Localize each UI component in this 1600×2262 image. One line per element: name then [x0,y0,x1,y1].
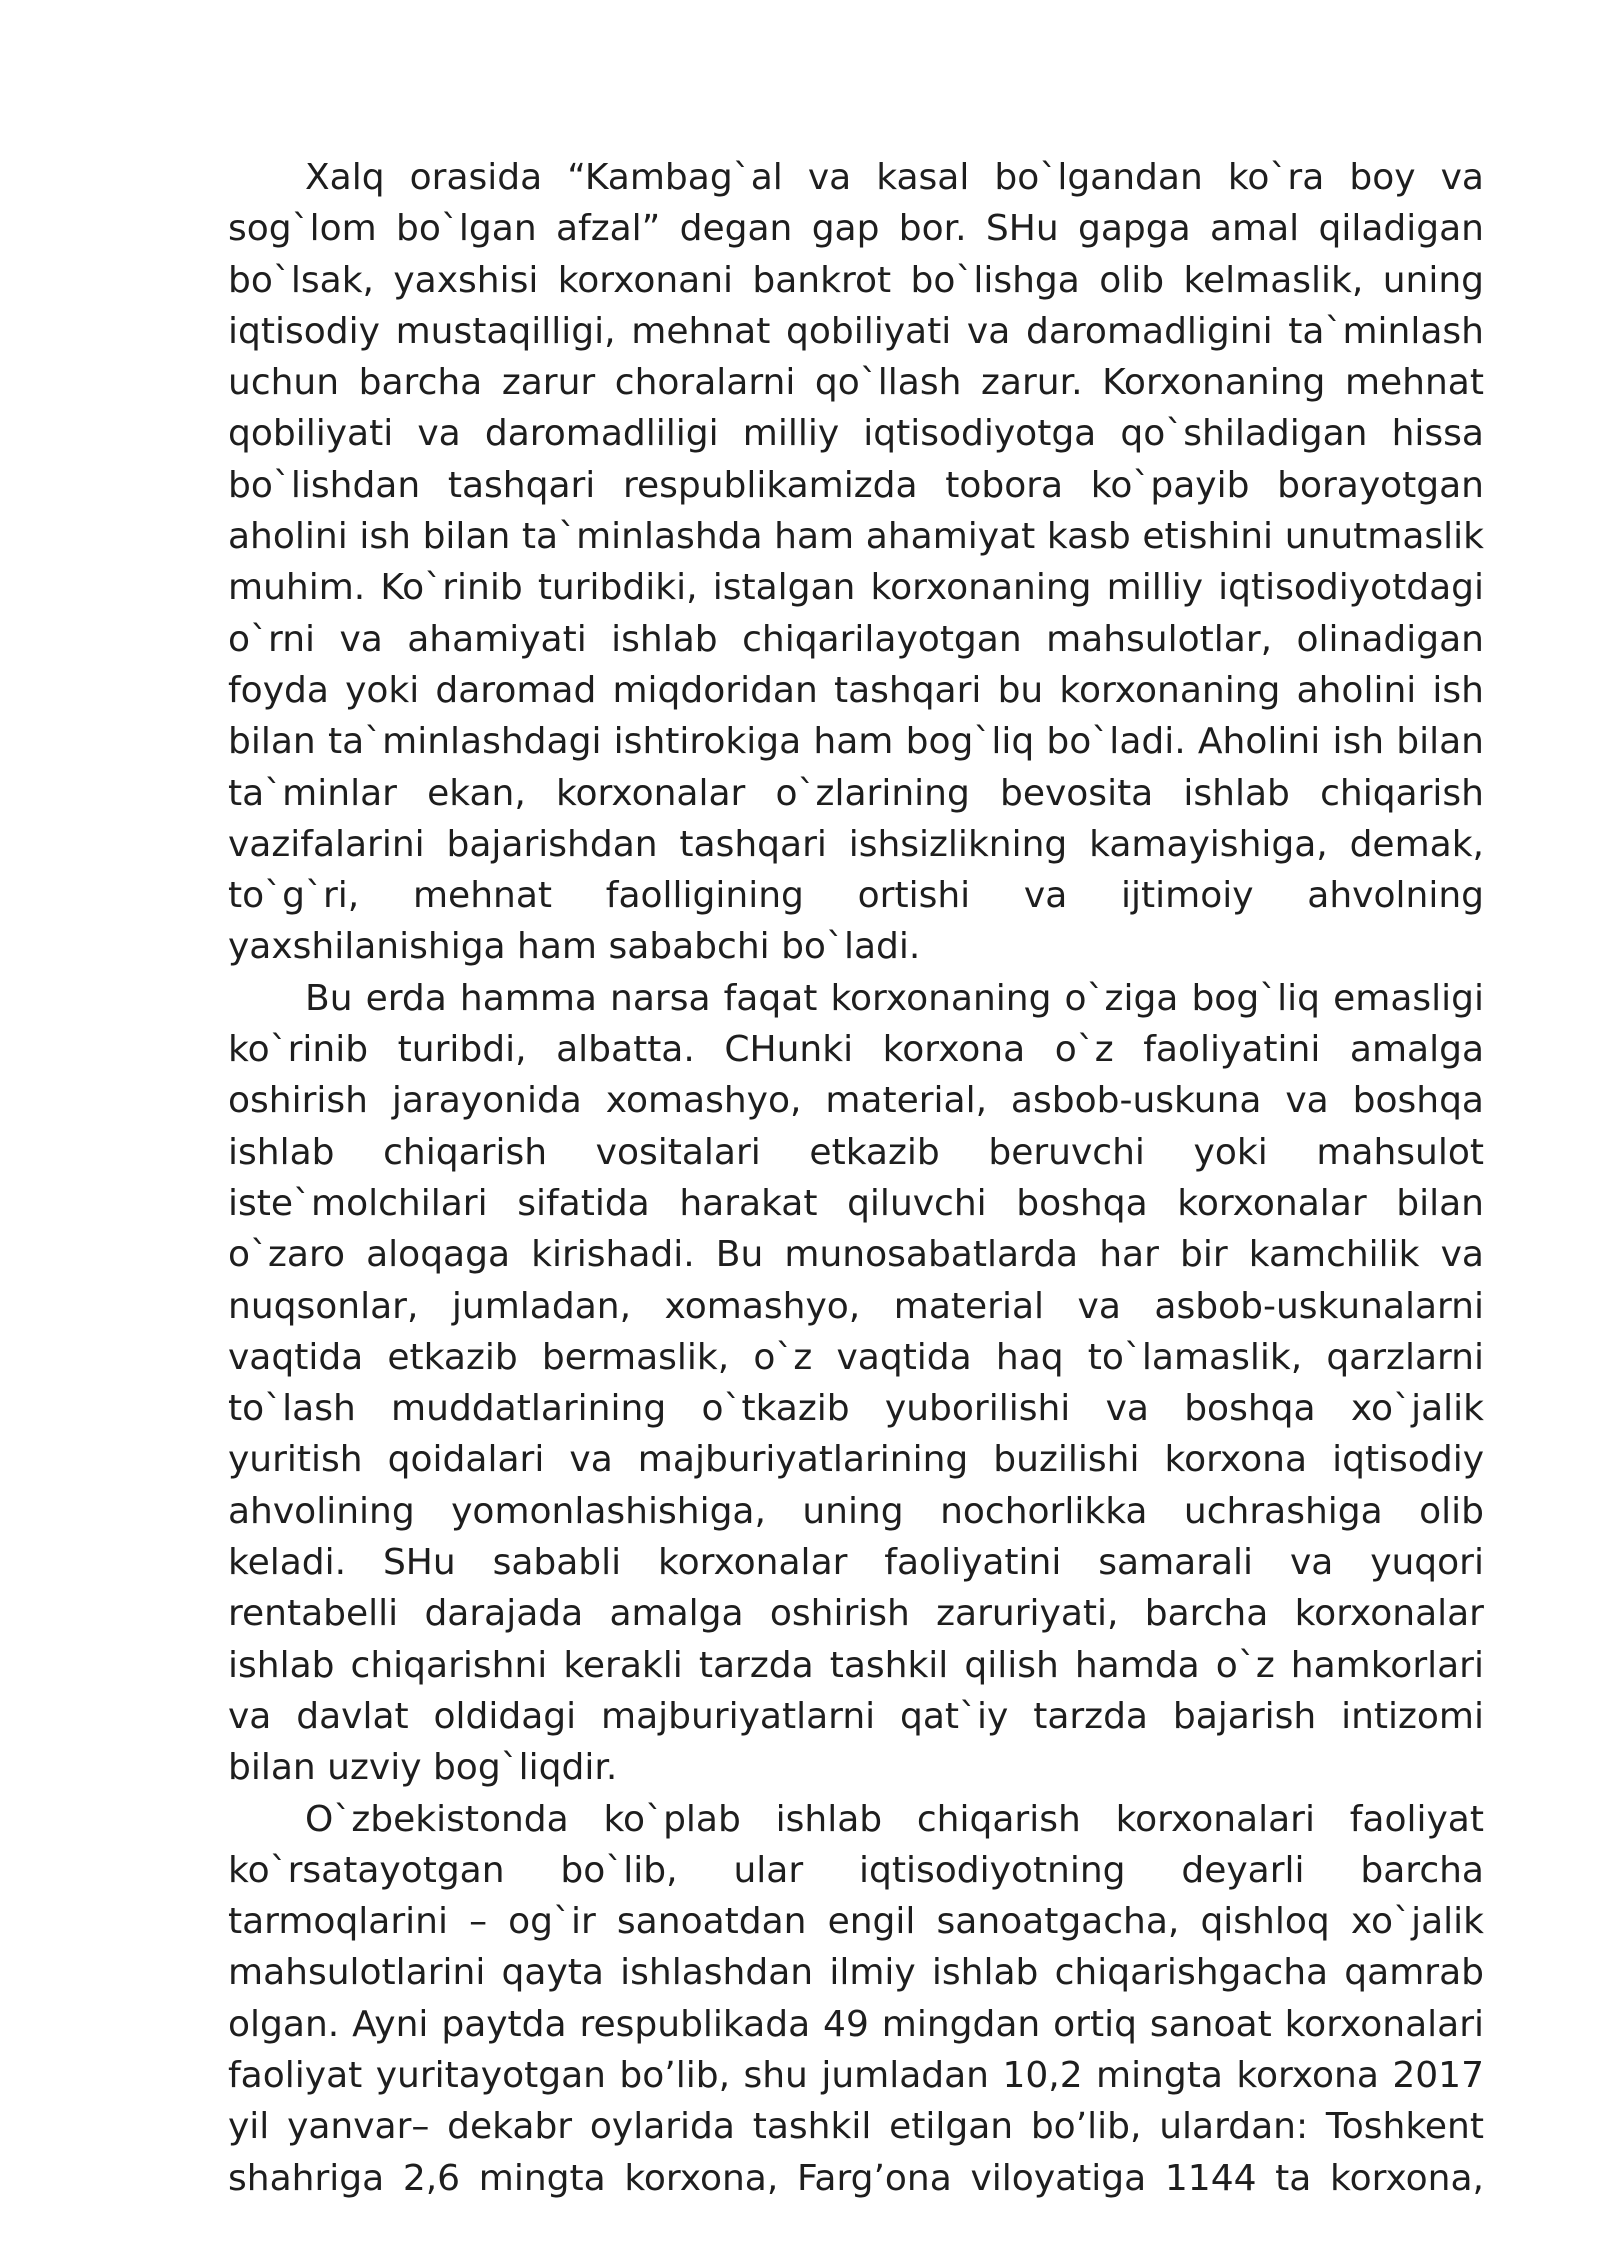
document-body [228,152,1484,2204]
paragraph-3: O`zbekistonda ko`plab ishlab chiqarish korxonalari faoliyat ko`rsatayotgan bo`lib, ular iqtisodiyotning deyarli barcha tarmoqlarini – og`ir sanoatdan engil sanoatgacha, qishloq xo`jalik mahsulotlarini qayta ishlashdan ilmiy ishlab chiqarishgacha qamrab olgan. Ayni paytda respublikada 49 mingdan ortiq sanoat korxonalari faoliyat yuritayotgan bo’lib, shu jumladan 10,2 mingta korxona 2017 yil yanvar– dekabr oylarida tashkil etilgan bo’lib, ulardan: Toshkent shahriga 2,6 mingta korxona, Farg’ona viloyatiga 1144 ta korxona, [228,1798,1484,2199]
paragraph-2: Bu erda hamma narsa faqat korxonaning o`ziga bog`liq emasligi ko`rinib turibdi, albatta. CHunki korxona o`z faoliyatini amalga oshirish jarayonida xomashyo, material, asbob-uskuna va boshqa ishlab chiqarish vositalari etkazib beruvchi yoki mahsulot iste`molchilari sifatida harakat qiluvchi boshqa korxonalar bilan o`zaro aloqaga kirishadi. Bu munosabatlarda har bir kamchilik va nuqsonlar, jumladan, xomashyo, material va asbob-uskunalarni vaqtida etkazib bermaslik, o`z vaqtida haq to`lamaslik, qarzlarni to`lash muddatlarining o`tkazib yuborilishi va boshqa xo`jalik yuritish qoidalari va majburiyatlarining buzilishi korxona iqtisodiy ahvolining yomonlashishiga, uning nochorlikka uchrashiga olib keladi. SHu sababli korxonalar faoliyatini samarali va yuqori rentabelli darajada amalga oshirish zaruriyati, barcha korxonalar ishlab chiqarishni kerakli tarzda tashkil qilish hamda o`z hamkorlari va davlat oldidagi majburiyatlarni qat`iy tarzda bajarish intizomi bilan uzviy bog`liqdir. [228,977,1484,1789]
paragraph-1: Xalq orasida “Kambag`al va kasal bo`lgandan ko`ra boy va sog`lom bo`lgan afzal” degan gap bor. SHu gapga amal qiladigan bo`lsak, yaxshisi korxonani bankrot bo`lishga olib kelmaslik, uning iqtisodiy mustaqilligi, mehnat qobiliyati va daromadligini ta`minlash uchun barcha zarur choralarni qo`llash zarur. Korxonaning mehnat qobiliyati va daromadliligi milliy iqtisodiyotga qo`shiladigan hissa bo`lishdan tashqari respublikamizda tobora ko`payib borayotgan aholini ish bilan ta`minlashda ham ahamiyat kasb etishini unutmaslik muhim. Ko`rinib turibdiki, istalgan korxonaning milliy iqtisodiyotdagi o`rni va ahamiyati ishlab chiqarilayotgan mahsulotlar, olinadigan foyda yoki daromad miqdoridan tashqari bu korxonaning aholini ish bilan ta`minlashdagi ishtirokiga ham bog`liq bo`ladi. Aholini ish bilan ta`minlar ekan, korxonalar o`zlarining bevosita ishlab chiqarish vazifalarini bajarishdan tashqari ishsizlikning kamayishiga, demak, to`g`ri, mehnat faolligining ortishi va ijtimoiy ahvolning yaxshilanishiga ham sababchi bo`ladi. [228,157,1484,968]
